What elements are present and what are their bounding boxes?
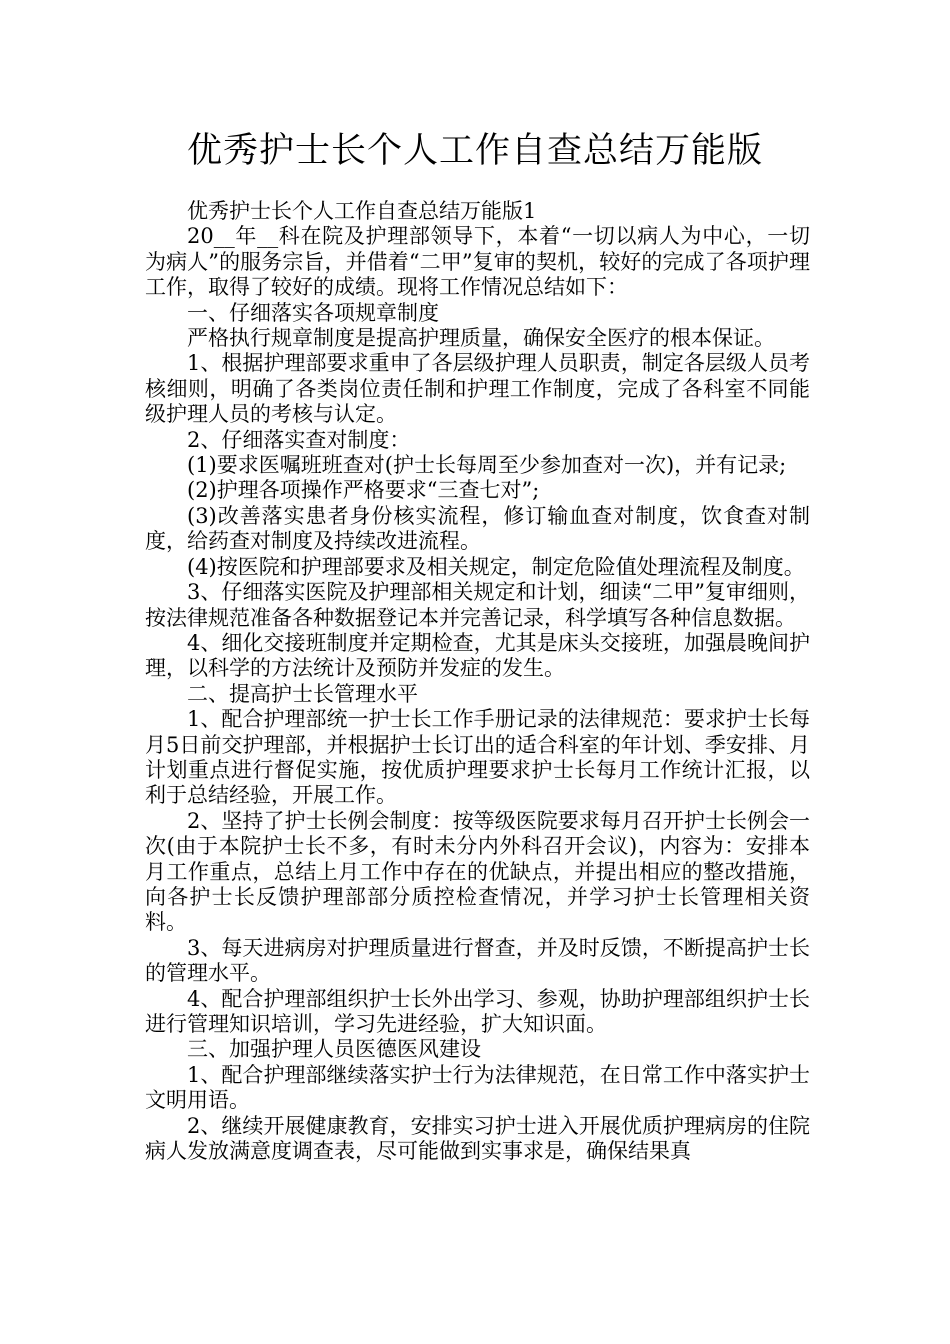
paragraph: (2)护理各项操作严格要求“三查七对”; — [187, 478, 540, 503]
paragraph: 2、仔细落实查对制度： — [187, 427, 411, 452]
paragraph: 4、配合护理部组织护士长外出学习、参观，协助护理部组织护士长进行管理知识培训，学习先进经验，扩大知识面。 — [145, 986, 810, 1036]
paragraph: (3)改善落实患者身份核实流程，修订输血查对制度，饮食查对制度，给药查对制度及持续改进流程。 — [145, 503, 810, 554]
paragraph: 2、继续开展健康教育，安排实习护士进入开展优质护理病房的住院病人发放满意度调查表，尽可能做到实事求是，确保结果真 — [145, 1113, 810, 1164]
paragraph: 1、根据护理部要求重申了各层级护理人员职责，制定各层级人员考核细则，明确了各类岗位责任制和护理工作制度，完成了各科室不同能级护理人员的考核与认定。 — [145, 351, 810, 427]
paragraph: 4、细化交接班制度并定期检查，尤其是床头交接班，加强晨晚间护理，以科学的方法统计及预防并发症的发生。 — [145, 630, 810, 681]
paragraph-intro: 20__年__科在院及护理部领导下，本着“一切以病人为中心，一切为病人”的服务宗旨，并借着“二甲”复审的契机，较好的完成了各项护理工作，取得了较好的成绩。现将工作情况总结如下： — [145, 224, 810, 300]
paragraph: 1、配合护理部继续落实护士行为法律规范，在日常工作中落实护士文明用语。 — [145, 1062, 810, 1113]
section-heading-1: 一、仔细落实各项规章制度 — [187, 300, 439, 325]
document-title: 优秀护士长个人工作自查总结万能版 — [186, 131, 763, 171]
paragraph-subtitle: 优秀护士长个人工作自查总结万能版1 — [187, 199, 537, 223]
document-body — [145, 199, 810, 1164]
paragraph: (4)按医院和护理部要求及相关规定，制定危险值处理流程及制度。 — [187, 554, 805, 579]
paragraph: 3、仔细落实医院及护理部相关规定和计划，细读“二甲”复审细则，按法律规范准备各种数据登记本并完善记录，科学填写各种信息数据。 — [145, 580, 810, 630]
paragraph: (1)要求医嘱班班查对(护士长每周至少参加查对一次)，并有记录; — [187, 453, 787, 478]
section-heading-2: 二、提高护士长管理水平 — [187, 681, 418, 706]
paragraph: 3、每天进病房对护理质量进行督查，并及时反馈，不断提高护士长的管理水平。 — [145, 935, 810, 986]
section-heading-3: 三、加强护理人员医德医风建设 — [187, 1037, 481, 1062]
paragraph: 1、配合护理部统一护士长工作手册记录的法律规范：要求护士长每月5日前交护理部，并根据护士长订出的适合科室的年计划、季安排、月计划重点进行督促实施，按优质护理要求护士长每月工作统计汇报，以利于总结经验，开展工作。 — [145, 707, 810, 808]
paragraph: 2、坚持了护士长例会制度：按等级医院要求每月召开护士长例会一次(由于本院护士长不多，有时未分内外科召开会议)，内容为：安排本月工作重点，总结上月工作中存在的优缺点，并提出相应的整改措施，向各护士长反馈护理部部分质控检查情况，并学习护士长管理相关资料。 — [145, 808, 810, 935]
paragraph: 严格执行规章制度是提高护理质量，确保安全医疗的根本保证。 — [187, 326, 775, 351]
